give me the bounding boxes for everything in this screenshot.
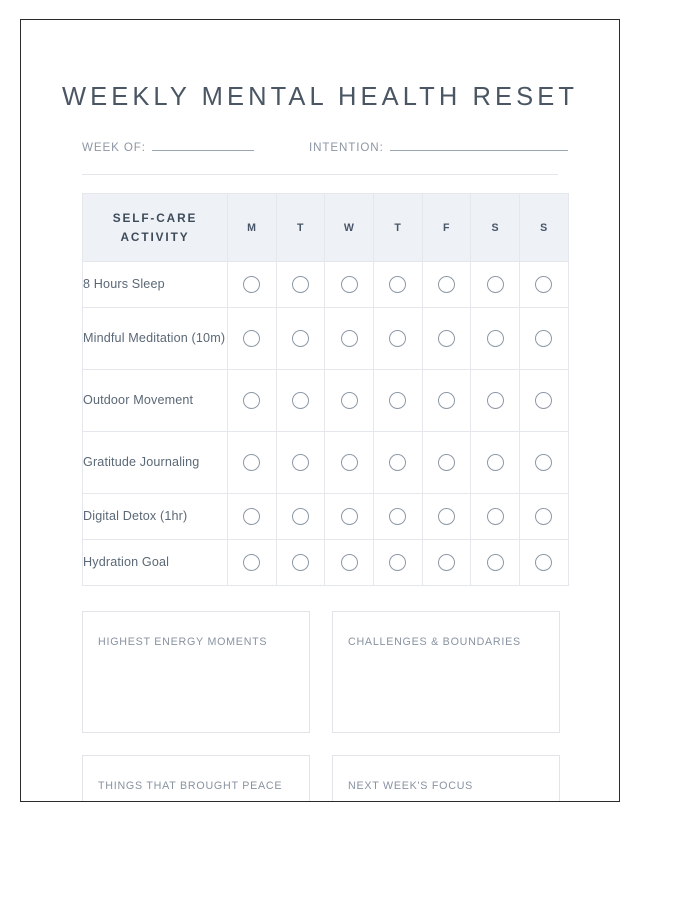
table-row	[83, 494, 569, 540]
note-box[interactable]	[82, 611, 310, 733]
checkbox-cell[interactable]	[422, 494, 471, 540]
checkbox-cell[interactable]	[325, 262, 374, 308]
checkbox-cell[interactable]	[520, 432, 569, 494]
checkbox-cell[interactable]	[374, 494, 423, 540]
activity-label: 8 Hours Sleep	[83, 262, 228, 308]
circle-checkbox-icon[interactable]	[487, 276, 504, 293]
activity-label: Digital Detox (1hr)	[83, 494, 228, 540]
circle-checkbox-icon[interactable]	[535, 554, 552, 571]
circle-checkbox-icon[interactable]	[487, 554, 504, 571]
note-box[interactable]	[332, 611, 560, 733]
circle-checkbox-icon[interactable]	[243, 392, 260, 409]
checkbox-cell[interactable]	[374, 432, 423, 494]
activity-label: Mindful Meditation (10m)	[83, 308, 228, 370]
checkbox-cell[interactable]	[228, 262, 277, 308]
checkbox-cell[interactable]	[276, 262, 325, 308]
circle-checkbox-icon[interactable]	[292, 276, 309, 293]
circle-checkbox-icon[interactable]	[438, 330, 455, 347]
column-header-day-1: T	[276, 194, 325, 262]
circle-checkbox-icon[interactable]	[243, 508, 260, 525]
page-title: WEEKLY MENTAL HEALTH RESET	[61, 83, 579, 111]
column-header-day-3: T	[374, 194, 423, 262]
circle-checkbox-icon[interactable]	[487, 330, 504, 347]
table-row	[83, 432, 569, 494]
tracker-section	[82, 193, 578, 586]
tracker-head	[83, 194, 569, 262]
circle-checkbox-icon[interactable]	[389, 392, 406, 409]
circle-checkbox-icon[interactable]	[535, 454, 552, 471]
checkbox-cell[interactable]	[228, 432, 277, 494]
circle-checkbox-icon[interactable]	[487, 392, 504, 409]
checkbox-cell[interactable]	[422, 370, 471, 432]
circle-checkbox-icon[interactable]	[243, 330, 260, 347]
note-box[interactable]	[332, 755, 560, 802]
checkbox-cell[interactable]	[471, 370, 520, 432]
week-of-input[interactable]	[152, 137, 254, 151]
table-row	[83, 308, 569, 370]
activity-header-line2: ACTIVITY	[120, 229, 190, 244]
checkbox-cell[interactable]	[520, 540, 569, 586]
intention-input[interactable]	[390, 137, 568, 151]
circle-checkbox-icon[interactable]	[243, 554, 260, 571]
circle-checkbox-icon[interactable]	[389, 508, 406, 525]
circle-checkbox-icon[interactable]	[341, 392, 358, 409]
checkbox-cell[interactable]	[325, 308, 374, 370]
circle-checkbox-icon[interactable]	[292, 330, 309, 347]
column-header-activity	[83, 194, 228, 262]
checkbox-cell[interactable]	[422, 262, 471, 308]
note-box-label: THINGS THAT BROUGHT PEACE	[98, 780, 283, 792]
circle-checkbox-icon[interactable]	[389, 454, 406, 471]
checkbox-cell[interactable]	[325, 494, 374, 540]
circle-checkbox-icon[interactable]	[535, 330, 552, 347]
checkbox-cell[interactable]	[325, 540, 374, 586]
circle-checkbox-icon[interactable]	[438, 392, 455, 409]
note-box[interactable]	[82, 755, 310, 802]
circle-checkbox-icon[interactable]	[438, 276, 455, 293]
circle-checkbox-icon[interactable]	[389, 276, 406, 293]
table-row	[83, 262, 569, 308]
column-header-day-4: F	[422, 194, 471, 262]
column-header-day-6: S	[520, 194, 569, 262]
intention-label: INTENTION:	[309, 141, 384, 154]
checkbox-cell[interactable]	[422, 432, 471, 494]
circle-checkbox-icon[interactable]	[438, 508, 455, 525]
circle-checkbox-icon[interactable]	[341, 554, 358, 571]
circle-checkbox-icon[interactable]	[389, 554, 406, 571]
tracker-body	[83, 262, 569, 586]
header-divider	[82, 174, 558, 175]
checkbox-cell[interactable]	[276, 308, 325, 370]
checkbox-cell[interactable]	[325, 370, 374, 432]
circle-checkbox-icon[interactable]	[389, 330, 406, 347]
column-header-day-5: S	[471, 194, 520, 262]
checkbox-cell[interactable]	[520, 494, 569, 540]
checkbox-cell[interactable]	[276, 494, 325, 540]
circle-checkbox-icon[interactable]	[243, 454, 260, 471]
circle-checkbox-icon[interactable]	[292, 454, 309, 471]
checkbox-cell[interactable]	[471, 432, 520, 494]
checkbox-cell[interactable]	[471, 540, 520, 586]
circle-checkbox-icon[interactable]	[341, 454, 358, 471]
circle-checkbox-icon[interactable]	[341, 508, 358, 525]
activity-label: Outdoor Movement	[83, 370, 228, 432]
circle-checkbox-icon[interactable]	[438, 554, 455, 571]
circle-checkbox-icon[interactable]	[535, 508, 552, 525]
checkbox-cell[interactable]	[374, 262, 423, 308]
note-box-label: HIGHEST ENERGY MOMENTS	[98, 636, 268, 648]
checkbox-cell[interactable]	[374, 370, 423, 432]
column-header-day-0: M	[228, 194, 277, 262]
activity-label: Hydration Goal	[83, 540, 228, 586]
circle-checkbox-icon[interactable]	[341, 330, 358, 347]
checkbox-cell[interactable]	[325, 432, 374, 494]
checkbox-cell[interactable]	[471, 494, 520, 540]
checkbox-cell[interactable]	[422, 540, 471, 586]
circle-checkbox-icon[interactable]	[292, 392, 309, 409]
circle-checkbox-icon[interactable]	[292, 554, 309, 571]
table-row	[83, 370, 569, 432]
intention-field[interactable]	[309, 137, 568, 154]
checkbox-cell[interactable]	[276, 540, 325, 586]
note-box-label: NEXT WEEK'S FOCUS	[348, 780, 474, 792]
checkbox-cell[interactable]	[228, 370, 277, 432]
worksheet-page	[20, 19, 620, 802]
checkbox-cell[interactable]	[520, 370, 569, 432]
note-box-label: CHALLENGES & BOUNDARIES	[348, 636, 521, 648]
checkbox-cell[interactable]	[276, 370, 325, 432]
self-care-tracker-table	[82, 193, 569, 586]
circle-checkbox-icon[interactable]	[438, 454, 455, 471]
circle-checkbox-icon[interactable]	[535, 276, 552, 293]
circle-checkbox-icon[interactable]	[535, 392, 552, 409]
week-of-field[interactable]	[82, 137, 254, 154]
checkbox-cell[interactable]	[374, 308, 423, 370]
checkbox-cell[interactable]	[228, 308, 277, 370]
checkbox-cell[interactable]	[520, 308, 569, 370]
activity-label: Gratitude Journaling	[83, 432, 228, 494]
table-row	[83, 540, 569, 586]
notes-section	[82, 611, 560, 802]
checkbox-cell[interactable]	[471, 262, 520, 308]
circle-checkbox-icon[interactable]	[292, 508, 309, 525]
checkbox-cell[interactable]	[276, 432, 325, 494]
circle-checkbox-icon[interactable]	[243, 276, 260, 293]
column-header-day-2: W	[325, 194, 374, 262]
checkbox-cell[interactable]	[228, 540, 277, 586]
circle-checkbox-icon[interactable]	[487, 454, 504, 471]
meta-fields-row	[21, 137, 619, 159]
activity-header-line1: SELF-CARE	[112, 211, 198, 226]
checkbox-cell[interactable]	[374, 540, 423, 586]
checkbox-cell[interactable]	[228, 494, 277, 540]
checkbox-cell[interactable]	[520, 262, 569, 308]
checkbox-cell[interactable]	[471, 308, 520, 370]
circle-checkbox-icon[interactable]	[341, 276, 358, 293]
checkbox-cell[interactable]	[422, 308, 471, 370]
circle-checkbox-icon[interactable]	[487, 508, 504, 525]
week-of-label: WEEK OF:	[82, 141, 146, 154]
tracker-header-row	[83, 194, 569, 262]
